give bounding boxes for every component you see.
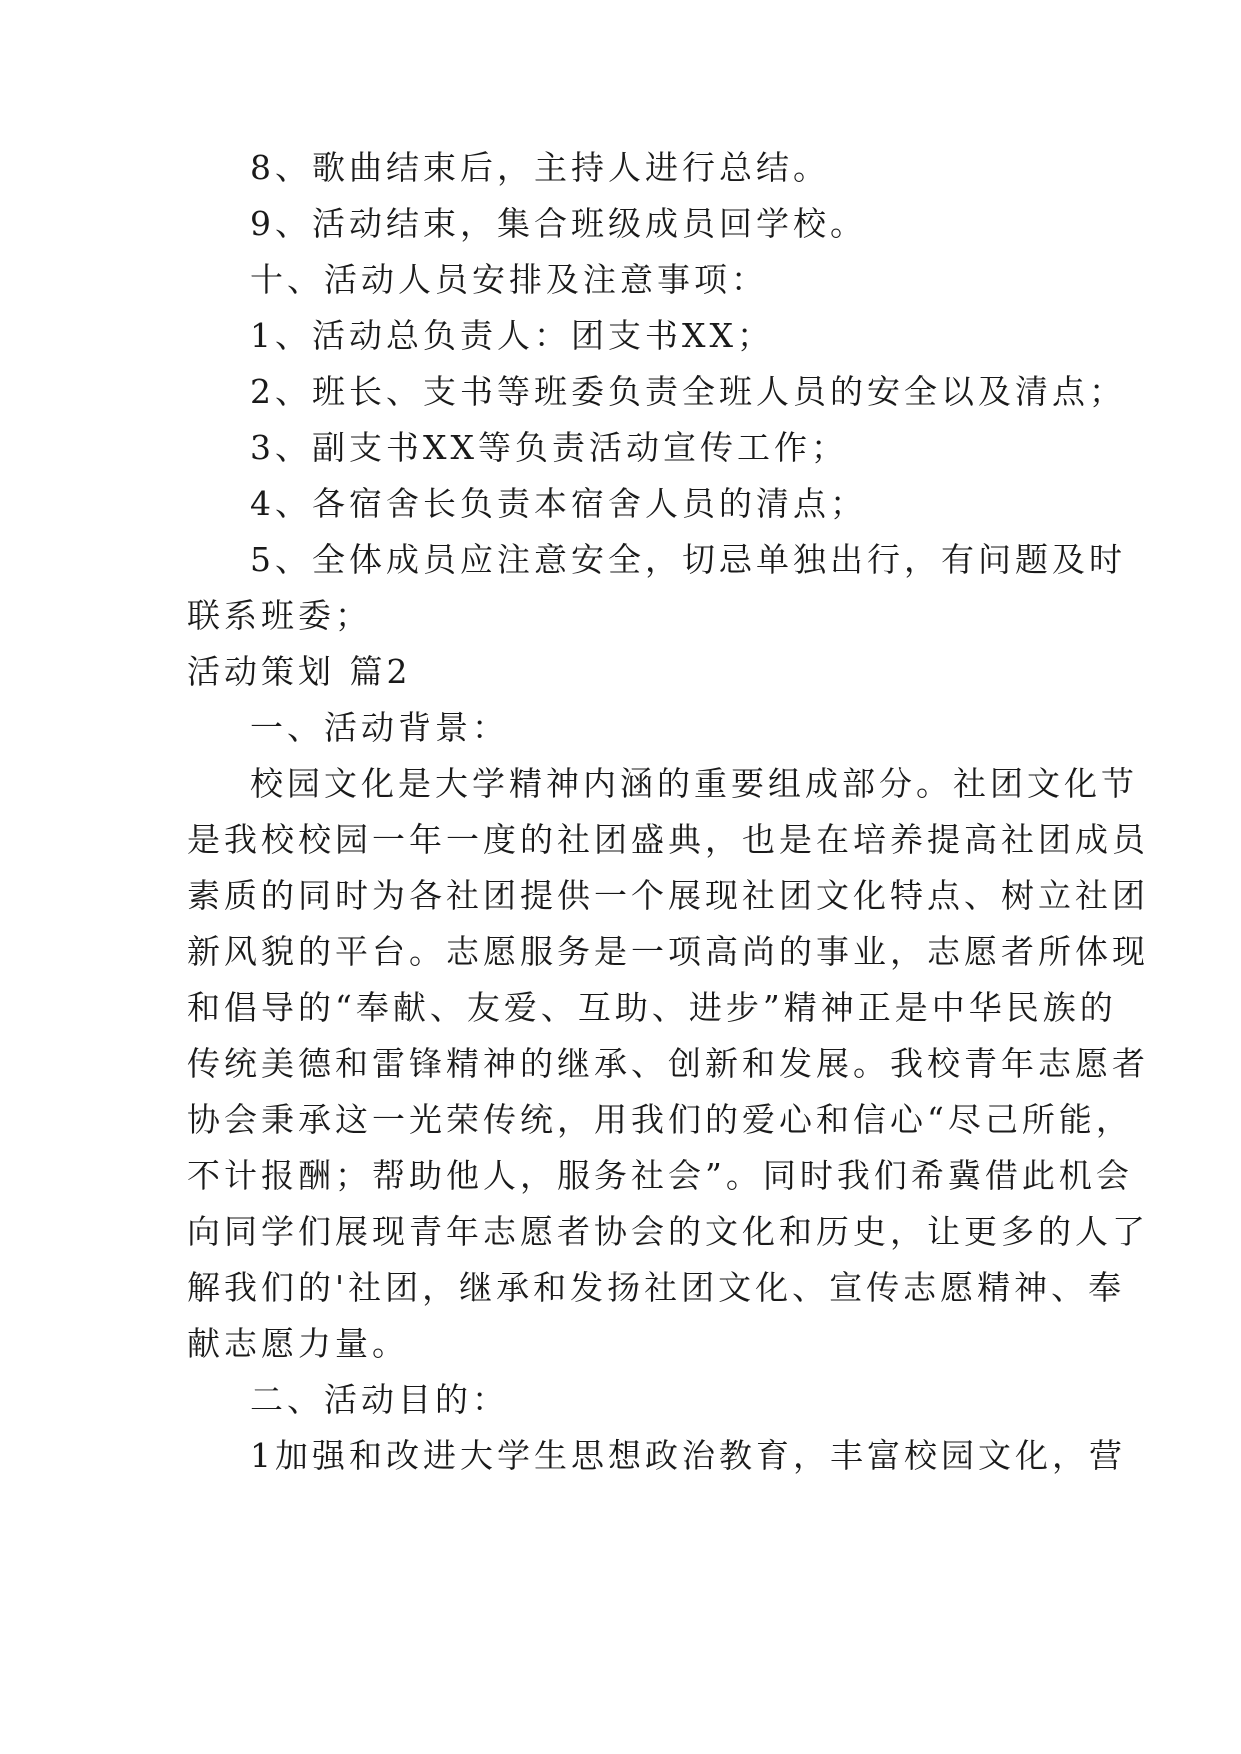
paragraph-line: 献志愿力量。 (187, 1324, 409, 1363)
paragraph-line: 解我们的'社团，继承和发扬社团文化、宣传志愿精神、奉 (187, 1268, 1126, 1307)
paragraph-line: 不计报酬；帮助他人，服务社会”。同时我们希冀借此机会 (187, 1156, 1133, 1195)
article-title: 活动策划 篇2 (187, 652, 412, 691)
section-heading: 二、活动目的： (250, 1380, 509, 1419)
paragraph-line: 协会秉承这一光荣传统，用我们的爱心和信心“尽己所能， (187, 1100, 1133, 1139)
text-line: 5、全体成员应注意安全，切忌单独出行，有问题及时 (250, 540, 1126, 579)
paragraph-line: 向同学们展现青年志愿者协会的文化和历史，让更多的人了 (187, 1212, 1149, 1251)
text-line: 2、班长、支书等班委负责全班人员的安全以及清点； (250, 372, 1126, 411)
text-line: 4、各宿舍长负责本宿舍人员的清点； (250, 484, 867, 523)
paragraph-line: 素质的同时为各社团提供一个展现社团文化特点、树立社团 (187, 876, 1149, 915)
paragraph-line: 校园文化是大学精神内涵的重要组成部分。社团文化节 (250, 764, 1138, 803)
text-line: 联系班委； (187, 596, 372, 635)
paragraph-line: 是我校校园一年一度的社团盛典，也是在培养提高社团成员 (187, 820, 1149, 859)
paragraph-line: 传统美德和雷锋精神的继承、创新和发展。我校青年志愿者 (187, 1044, 1149, 1083)
text-line: 9、活动结束，集合班级成员回学校。 (250, 204, 867, 243)
text-line: 1、活动总负责人：团支书XX； (250, 316, 774, 355)
paragraph-line: 1加强和改进大学生思想政治教育，丰富校园文化，营 (250, 1436, 1126, 1475)
paragraph-line: 和倡导的“奉献、友爱、互助、进步”精神正是中华民族的 (187, 988, 1117, 1027)
section-heading: 十、活动人员安排及注意事项： (250, 260, 768, 299)
text-line: 3、副支书XX等负责活动宣传工作； (250, 428, 848, 467)
paragraph-line: 新风貌的平台。志愿服务是一项高尚的事业，志愿者所体现 (187, 932, 1149, 971)
section-heading: 一、活动背景： (250, 708, 509, 747)
text-line: 8、歌曲结束后，主持人进行总结。 (250, 148, 830, 187)
